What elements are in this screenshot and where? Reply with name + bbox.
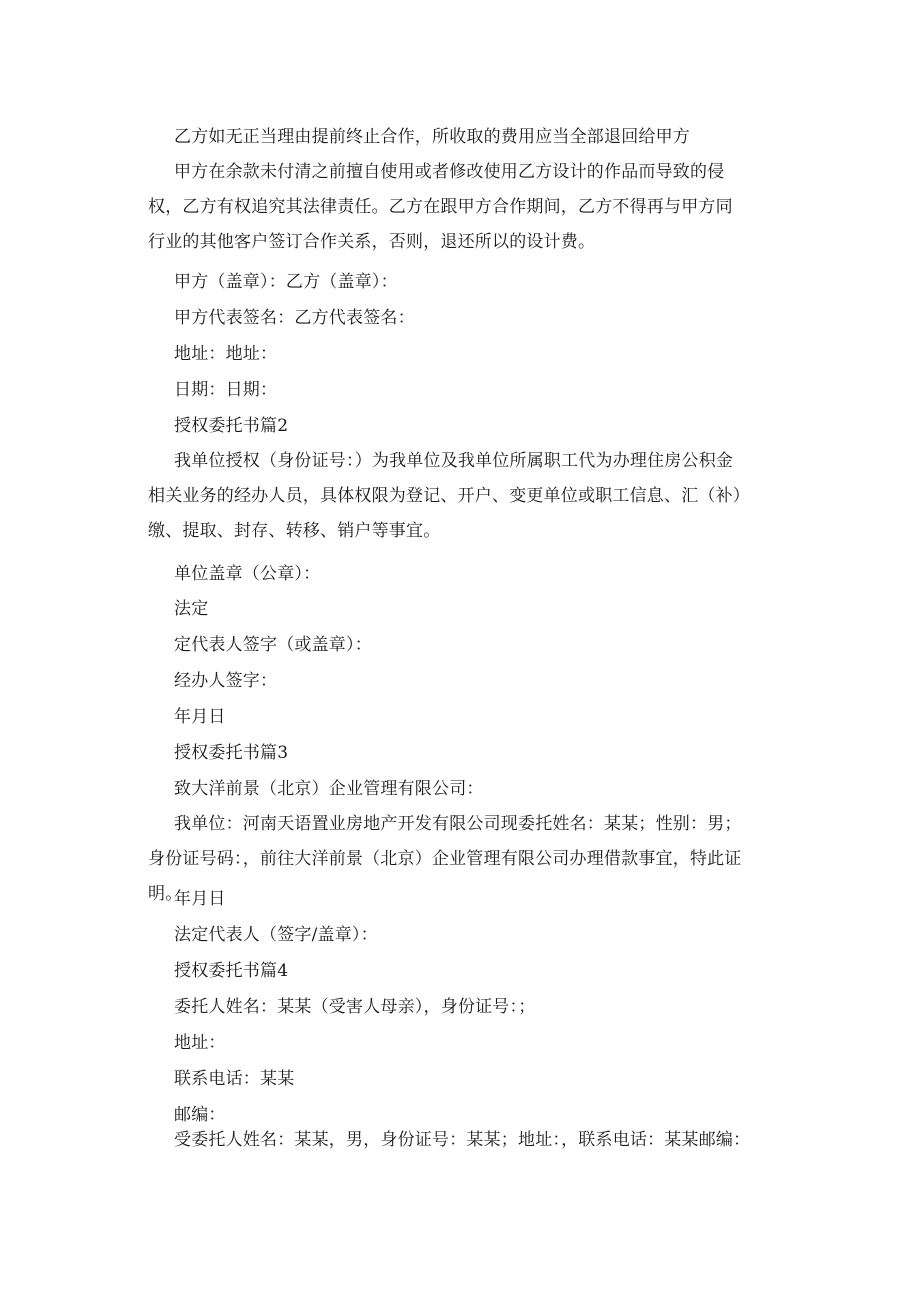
paragraph-authorization-scope <box>148 444 743 549</box>
paragraph-infringement-liability-text: 甲方在余款未付清之前擅自使用或者修改使用乙方设计的作品而导致的侵权，乙方有权追究其法律责任。乙方在跟甲方合作期间，乙方不得再与甲方同行业的其他客户签订合作关系，否则，退还所以的设计费。 <box>148 162 733 252</box>
section-heading-3: 授权委托书篇3 <box>174 743 289 763</box>
principal-address-line: 地址： <box>174 1033 226 1053</box>
paragraph-authorization-scope-text: 我单位授权（身份证号：）为我单位及我单位所属职工代为办理住房公积金相关业务的经办人员，具体权限为登记、开户、变更单位或职工信息、汇（补）缴、提取、封存、转移、销户等事宜。 <box>148 451 742 541</box>
legal-representative-sign-line: 定代表人签字（或盖章）： <box>174 635 372 655</box>
legal-representative-line: 法定代表人（签字/盖章）： <box>174 925 378 945</box>
addressee-line: 致大洋前景（北京）企业管理有限公司： <box>174 779 484 799</box>
section-heading-4: 授权委托书篇4 <box>174 961 289 981</box>
section-heading-2: 授权委托书篇2 <box>174 416 289 436</box>
agent-signature-line: 经办人签字： <box>174 671 278 691</box>
principal-postcode-line: 邮编： <box>174 1105 226 1125</box>
date-ymd-line: 年月日 <box>174 707 226 727</box>
paragraph-loan-proof-text: 我单位：河南天语置业房地产开发有限公司现委托姓名：某某；性别：男；身份证号码：，前往大洋前景（北京）企业管理有限公司办理借款事宜，特此证明。 <box>148 814 742 904</box>
paragraph-termination-refund: 乙方如无正当理由提前终止合作，所收取的费用应当全部退回给甲方 <box>174 127 690 147</box>
paragraph-infringement-liability <box>148 155 743 260</box>
principal-phone-line: 联系电话：某某 <box>174 1069 295 1089</box>
signature-representative-line: 甲方代表签名：乙方代表签名： <box>174 308 415 328</box>
unit-seal-line: 单位盖章（公章）： <box>174 564 321 584</box>
agent-details-line: 受委托人姓名：某某，男，身份证号：某某；地址：，联系电话：某某邮编： <box>174 1130 751 1150</box>
date-ymd-line-2: 年月日 <box>174 889 226 909</box>
date-line: 日期：日期： <box>174 380 278 400</box>
signature-seal-line: 甲方（盖章）：乙方（盖章）： <box>174 272 398 292</box>
legal-fragment-line: 法定 <box>174 599 209 619</box>
address-line: 地址：地址： <box>174 344 278 364</box>
principal-name-line: 委托人姓名：某某（受害人母亲），身份证号：； <box>174 997 536 1017</box>
